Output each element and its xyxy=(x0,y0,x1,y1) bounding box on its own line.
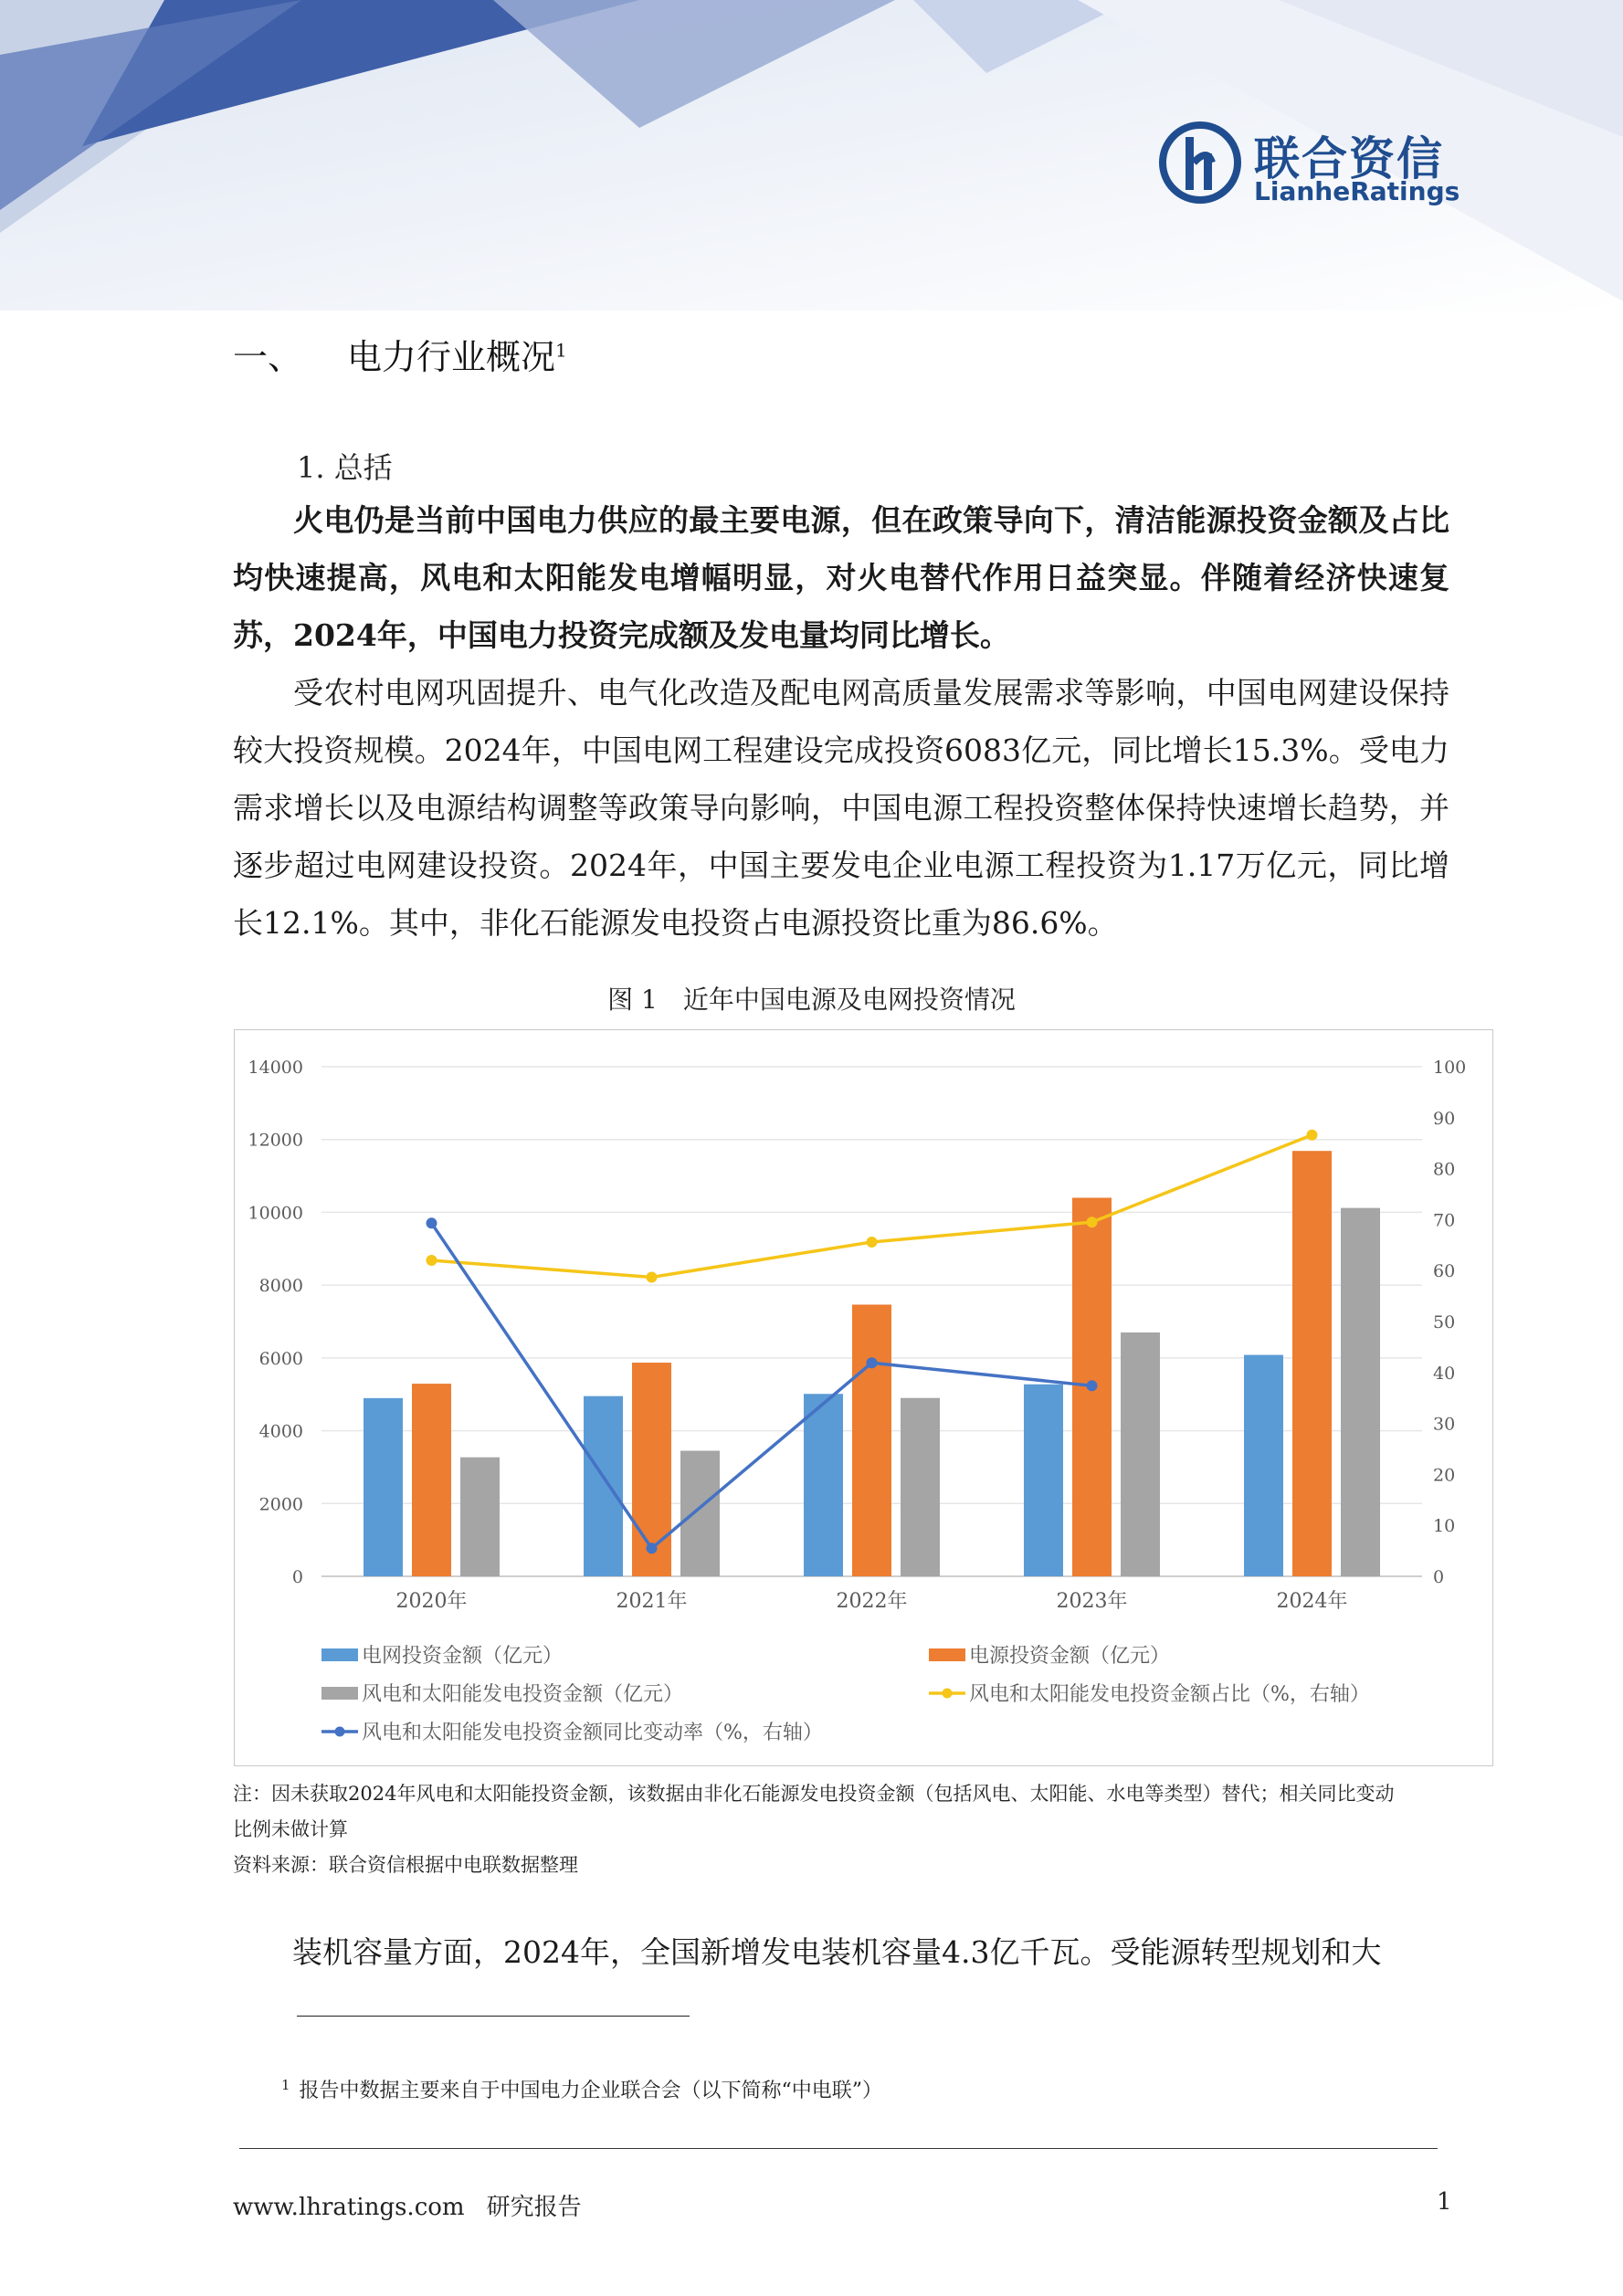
legend-swatch xyxy=(929,1648,965,1661)
footer-doc-type: 研究报告 xyxy=(486,2194,582,2221)
bar xyxy=(901,1398,940,1576)
footer xyxy=(233,2188,582,2222)
brand-name-en: LianheRatings xyxy=(1254,176,1460,206)
y-left-tick-label: 14000 xyxy=(248,1058,303,1078)
line-point xyxy=(647,1543,658,1553)
y-right-tick-label: 90 xyxy=(1433,1108,1456,1129)
y-right-tick-label: 10 xyxy=(1433,1516,1456,1537)
y-right-tick-label: 100 xyxy=(1433,1058,1467,1078)
footer-divider xyxy=(239,2148,1438,2149)
x-tick-label: 2020年 xyxy=(395,1590,468,1613)
y-right-tick-label: 60 xyxy=(1433,1261,1456,1282)
bar xyxy=(364,1398,403,1576)
bar xyxy=(1121,1332,1160,1576)
footnote-ref[interactable]: 1 xyxy=(555,339,567,362)
x-tick-label: 2022年 xyxy=(836,1590,908,1613)
chart-note: 注：因未获取2024年风电和太阳能投资金额，该数据由非化石能源发电投资金额（包括风电、太阳能、水电等类型）替代；相关同比变动 xyxy=(233,1783,1395,1805)
summary-paragraph: 火电仍是当前中国电力供应的最主要电源，但在政策导向下，清洁能源投资金额及占比均快速提高，风电和太阳能发电增幅明显，对火电替代作用日益突显。伴随着经济快速复苏，2024年，中国电力投资完成额及发电量均同比增长。 xyxy=(233,502,1449,653)
line-point xyxy=(867,1357,878,1368)
series-line xyxy=(432,1135,1312,1278)
figure-caption: 图 1 近年中国电源及电网投资情况 xyxy=(607,985,1016,1015)
legend-label: 风电和太阳能发电投资金额占比（%，右轴） xyxy=(969,1683,1370,1706)
legend-label: 电源投资金额（亿元） xyxy=(969,1645,1171,1668)
footnote xyxy=(281,2075,882,2103)
y-right-tick-label: 20 xyxy=(1433,1465,1456,1486)
y-right-tick-label: 30 xyxy=(1433,1414,1456,1435)
bar xyxy=(1024,1385,1063,1576)
legend-label: 风电和太阳能发电投资金额（亿元） xyxy=(362,1683,684,1706)
y-right-tick-label: 40 xyxy=(1433,1363,1456,1384)
line-point xyxy=(1087,1216,1098,1227)
chart-source: 资料来源：联合资信根据中电联数据整理 xyxy=(233,1854,578,1876)
legend-swatch xyxy=(321,1648,358,1661)
bar xyxy=(804,1394,843,1576)
y-right-tick-label: 70 xyxy=(1433,1210,1456,1231)
line-point xyxy=(647,1271,658,1282)
bar xyxy=(584,1396,623,1576)
page-number: 1 xyxy=(1437,2188,1452,2216)
x-tick-label: 2021年 xyxy=(616,1590,688,1613)
line-point xyxy=(1087,1380,1098,1391)
line-point xyxy=(1307,1130,1318,1141)
legend-swatch xyxy=(321,1687,358,1700)
y-left-tick-label: 6000 xyxy=(258,1348,303,1369)
footnote-text: 报告中数据主要来自于中国电力企业联合会（以下简称“中电联”） xyxy=(299,2080,883,2102)
x-tick-label: 2023年 xyxy=(1056,1590,1128,1613)
subheading: 1. 总括 xyxy=(297,450,393,485)
legend-label: 风电和太阳能发电投资金额同比变动率（%，右轴） xyxy=(362,1722,823,1744)
y-left-tick-label: 10000 xyxy=(248,1203,303,1224)
line-point xyxy=(867,1237,878,1248)
y-left-tick-label: 0 xyxy=(291,1567,303,1587)
capacity-paragraph: 装机容量方面，2024年，全国新增发电装机容量4.3亿千瓦。受能源转型规划和大 xyxy=(292,1934,1382,1970)
bar xyxy=(1244,1355,1283,1576)
y-left-tick-label: 2000 xyxy=(258,1494,303,1515)
bar xyxy=(1292,1151,1332,1576)
legend-label: 电网投资金额（亿元） xyxy=(362,1645,564,1668)
footnote-mark: 1 xyxy=(281,2076,290,2093)
legend-swatch-point xyxy=(943,1689,953,1699)
y-right-tick-label: 80 xyxy=(1433,1159,1456,1180)
section-heading xyxy=(233,329,567,379)
y-right-tick-label: 50 xyxy=(1433,1312,1456,1332)
body-paragraph: 受农村电网巩固提升、电气化改造及配电网高质量发展需求等影响，中国电网建设保持较大投资规模。2024年，中国电网工程建设完成投资6083亿元，同比增长15.3%。受电力需求增长以及电源结构调整等政策导向影响，中国电源工程投资整体保持快速增长趋势，并逐步超过电网建设投资。2024年，中国主要发电企业电源工程投资为1.17万亿元，同比增长12.1%。其中，非化石能源发电投资占电源投资比重为86.6%。 xyxy=(233,675,1449,941)
line-point xyxy=(427,1217,437,1228)
chart-note-continued: 比例未做计算 xyxy=(233,1818,348,1840)
y-left-tick-label: 8000 xyxy=(258,1276,303,1297)
bar xyxy=(1341,1208,1380,1576)
y-right-tick-label: 0 xyxy=(1433,1567,1445,1587)
x-tick-label: 2024年 xyxy=(1276,1590,1348,1613)
brand-name-cn: 联合资信 xyxy=(1254,132,1444,185)
series-line xyxy=(432,1223,1092,1548)
chart-canvas xyxy=(235,1030,1494,1767)
y-left-tick-label: 12000 xyxy=(248,1130,303,1151)
footer-website-link[interactable]: www.lhratings.com xyxy=(233,2194,465,2221)
bar xyxy=(412,1384,451,1576)
y-left-tick-label: 4000 xyxy=(258,1421,303,1442)
brand-logo-icon xyxy=(1158,121,1242,205)
section-number: 一、 xyxy=(233,337,303,377)
legend-swatch-point xyxy=(335,1727,345,1737)
footnote-divider xyxy=(297,2016,690,2017)
bar xyxy=(680,1450,720,1576)
bar xyxy=(852,1305,891,1576)
section-title: 电力行业概况 xyxy=(347,337,556,377)
line-point xyxy=(427,1255,437,1266)
investment-chart xyxy=(234,1029,1493,1766)
bar xyxy=(460,1458,500,1576)
